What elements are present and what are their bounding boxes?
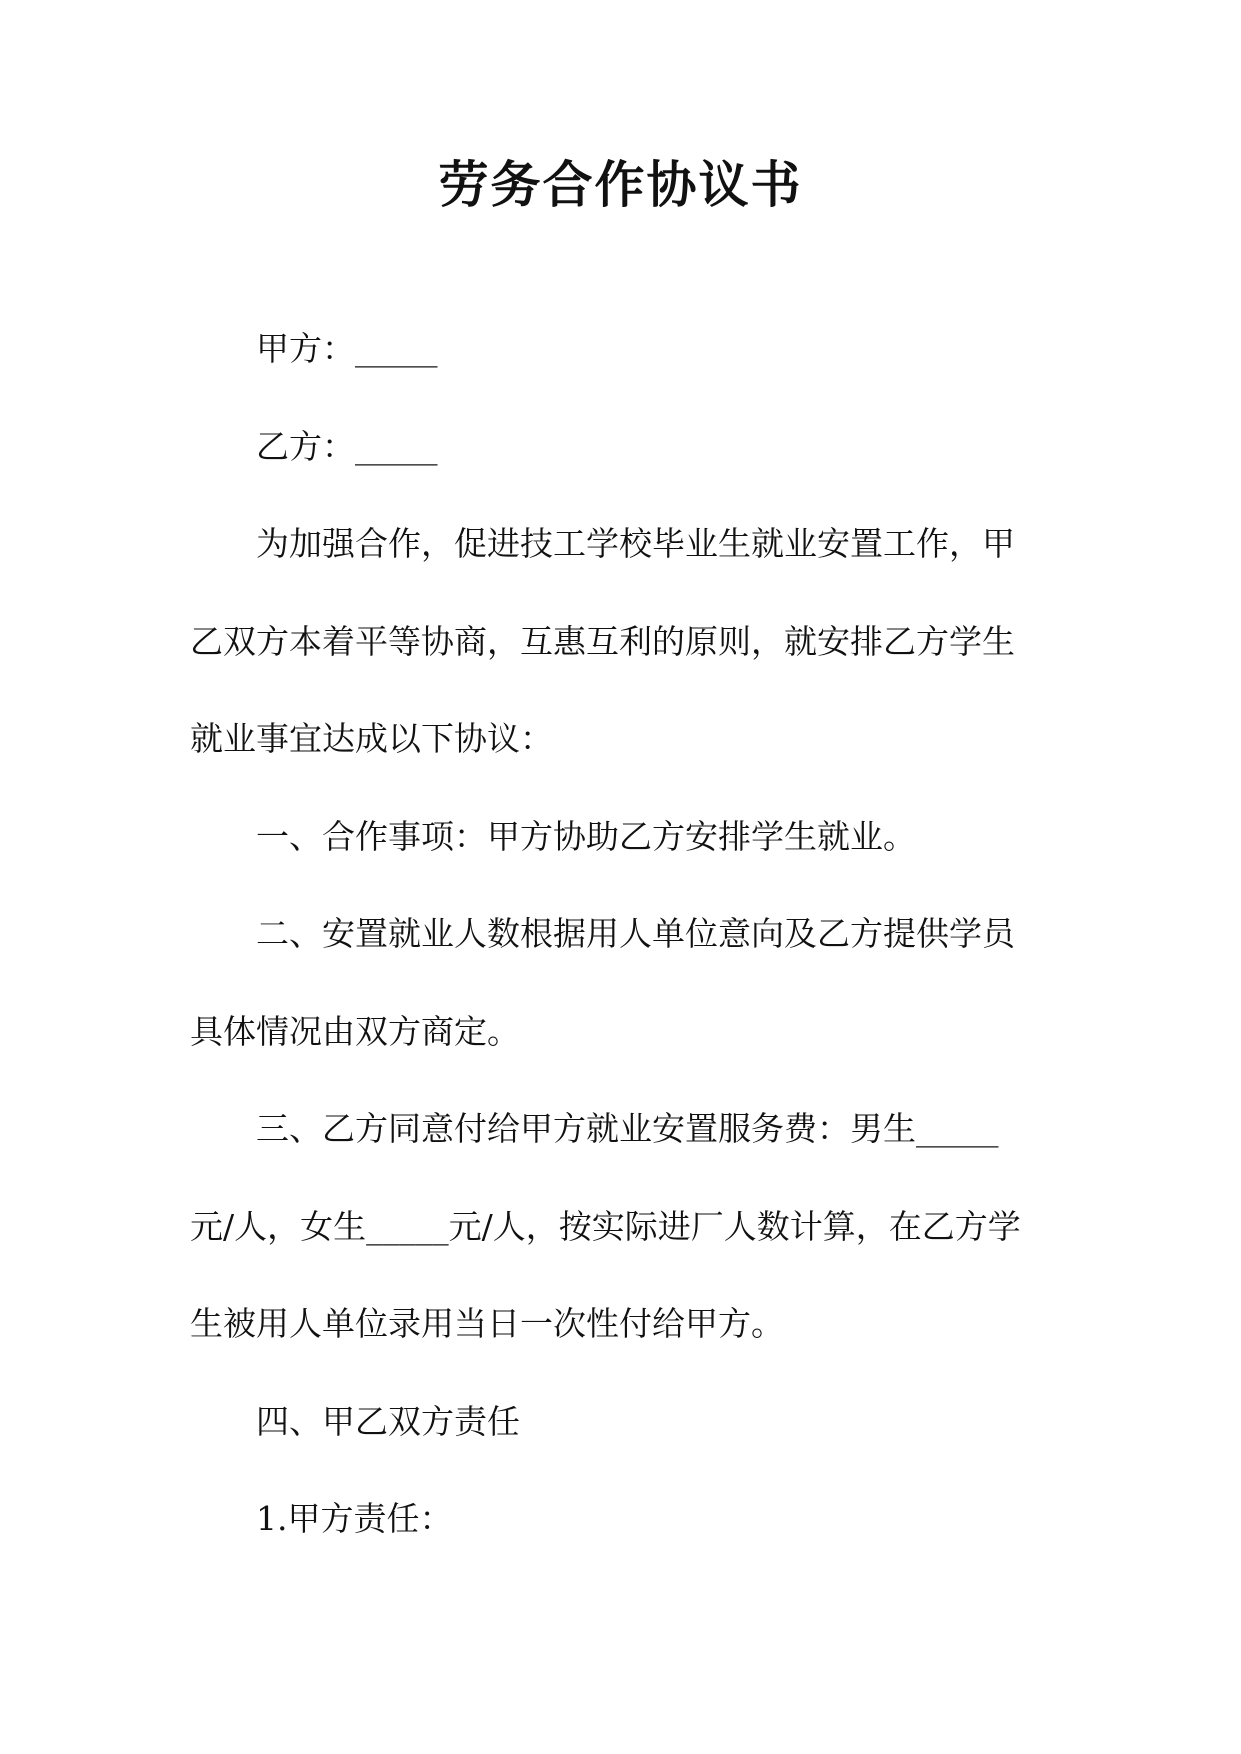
party-a-line: 甲方：_____: [256, 329, 438, 368]
clause-4-heading: 四、甲乙双方责任: [256, 1401, 520, 1441]
clause-2: 二、安置就业人数根据用人单位意向及乙方提供学员具体情况由双方商定。: [190, 914, 1015, 1051]
document-body: [190, 300, 1040, 1568]
document-title: 劳务合作协议书: [438, 156, 803, 214]
party-b-line: 乙方：_____: [256, 426, 438, 466]
preamble-paragraph: 为加强合作，促进技工学校毕业生就业安置工作，甲乙双方本着平等协商，互惠互利的原则，就安排乙方学生就业事宜达成以下协议：: [190, 524, 1015, 758]
clause-1: 一、合作事项：甲方协助乙方安排学生就业。: [256, 816, 916, 856]
clause-3: 三、乙方同意付给甲方就业安置服务费：男生_____元/人，女生_____元/人，按实际进厂人数计算，在乙方学生被用人单位录用当日一次性付给甲方。: [190, 1109, 1021, 1343]
clause-4-1-heading: 1.甲方责任：: [256, 1499, 453, 1538]
